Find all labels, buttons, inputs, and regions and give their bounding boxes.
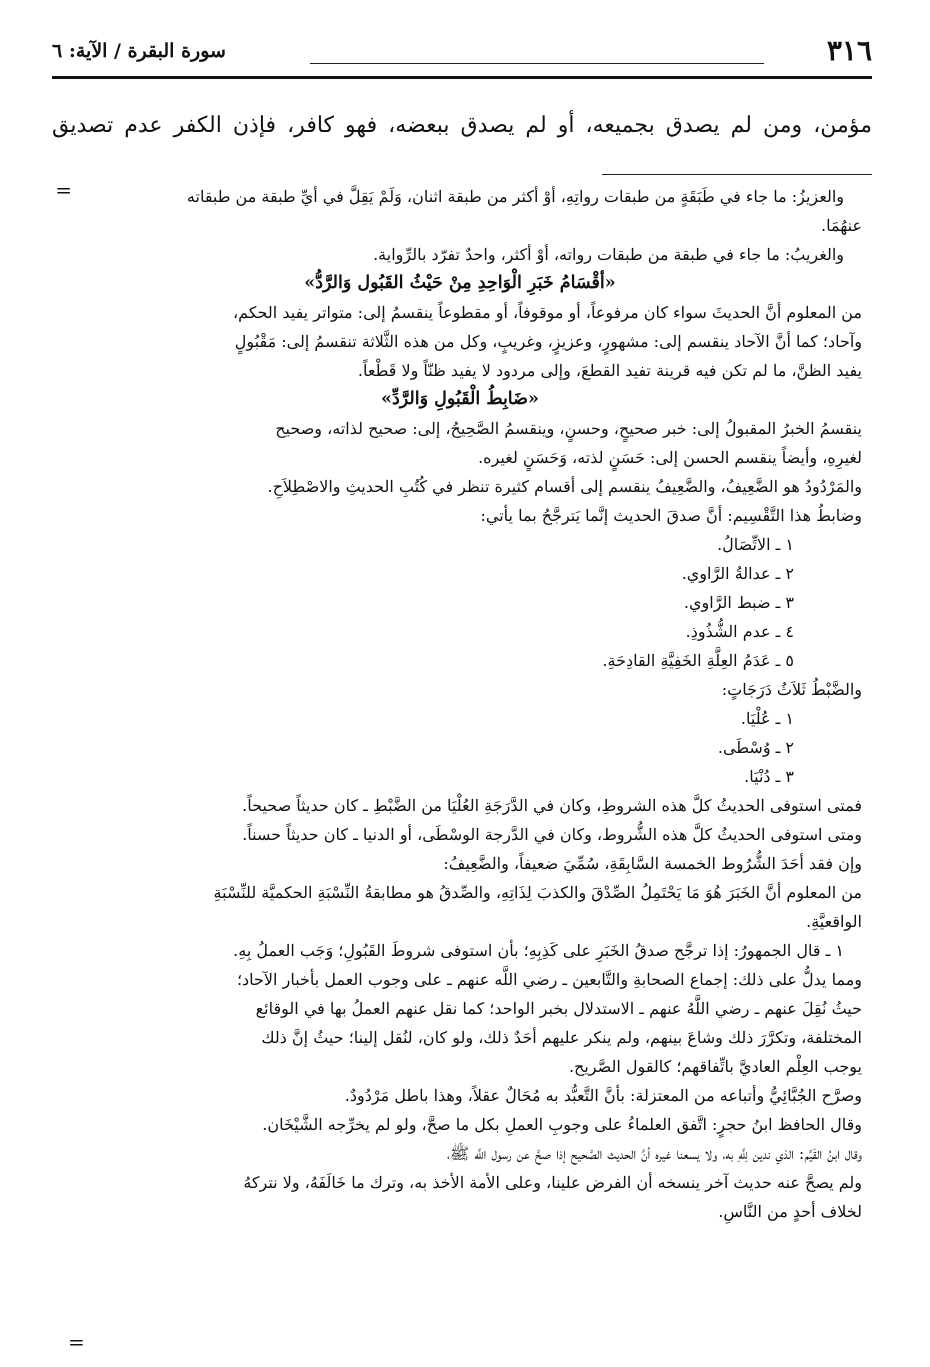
header-rule — [52, 76, 872, 79]
footnote-line: من المعلوم أنَّ الخَبَرَ هُوَ مَا يَحْتَمِلُ الصِّدْقَ والكذبَ لِذَاتِهِ، والصِّدقُ هو مطابقةُ النِّسْبَةِ الحكميَّة للنِّسْبَةِ — [213, 883, 862, 902]
footnote-continuation-marker-top: = — [55, 178, 72, 202]
footnote-line: ينقسمُ الخبرُ المقبولُ إلى: خبر صحيحٍ، وحسنٍ، وينقسمُ الصَّحِيحُ، إلى: صحيح لذاته، وصحيح — [275, 419, 862, 438]
footnote-line: والضَّبْطُ ثَلاَثُ دَرَجَاتٍ: — [721, 680, 862, 699]
footnote-line: لخلاف أحدٍ من النَّاسِ. — [718, 1202, 862, 1221]
page-header — [52, 30, 872, 70]
footnote-line: وقال ابنُ القَيِّم: الذي ندين لِلَّهِ به، ولا يسعنا غيره أنَّ الحديث الصَّحيح إذا صحَّ عن رسول اللَّه ﷺ، — [446, 1144, 862, 1163]
footnote-line: والمَرْدُودُ هو الضَّعِيفُ، والضَّعِيفُ ينقسم إلى أقسام كثيرة تنظر في كُتُبِ الحديثِ والاصْطِلاَحِ. — [267, 477, 862, 496]
condition-item: ٢ ـ عدالةُ الرَّاوي. — [681, 564, 794, 583]
footnote-line: المختلفة، وتكرَّرَ ذلك وشاعَ بينهم، ولم ينكر عليهم أحَدٌ ذلك، ولو كان، لنُقل إلينا؛ حيثُ إنَّ ذلك — [261, 1028, 862, 1047]
running-title: سورة البقرة / الآية: ٦ — [52, 40, 226, 62]
footnote-line: يفيد الظنَّ، ما لم تكن فيه قرينة تفيد القطعَ، وإلى مردود لا يفيد ظنّاً ولا قَطْعاً. — [357, 361, 862, 380]
footnote-line: وآحاد؛ كما أنَّ الآحاد ينقسم إلى: مشهورٍ، وعزيزٍ، وغريبٍ، وكل من هذه الثَّلاثة تنقسمُ إلى: مَقْبُولٍ — [234, 332, 862, 351]
footnote-line: يوجب العِلْم العاديَّ باتِّفاقهم؛ كالقول الصَّريح. — [568, 1057, 862, 1076]
degree-item: ١ ـ عُلْيَا. — [740, 709, 794, 728]
footnote-line: لغيرِهِ، وأيضاً ينقسم الحسن إلى: حَسَنٍ لذته، وَحَسَنٍ لغيره. — [478, 448, 862, 467]
footnote-line: وقال الحافظ ابنُ حجرٍ: اتَّفق العلماءُ على وجوبِ العملِ بكل ما صحَّ، ولو لم يخرِّجه الشَّيْخَان. — [262, 1115, 862, 1134]
degree-item: ٣ ـ دُنْيَا. — [744, 767, 794, 786]
condition-item: ٥ ـ عَدَمُ العِلَّةِ الخَفِيَّةِ القادِحَةِ. — [602, 651, 794, 670]
footnote-line: ولم يصحَّ عنه حديث آخر ينسخه أن الفرض علينا، وعلى الأمة الأخذ به، وترك ما خَالَفَهُ، ولا نتركهُ — [243, 1173, 862, 1192]
footnote-line: وإن فقد أحَدَ الشُّرُوط الخمسة السَّابِقَةِ، سُمِّيَ ضعيفاً، والضَّعِيفُ: — [443, 854, 862, 873]
footnote-line: الواقعيَّةِ. — [806, 912, 862, 931]
footnote-continuation-marker-bottom: = — [68, 1330, 85, 1354]
footnote-block — [58, 182, 862, 1226]
condition-item: ١ ـ الاتِّصَالُ. — [717, 535, 794, 554]
footnote-line: حيثُ نُقِلَ عنهم ـ رضي اللَّهُ عنهم ـ الاستدلال بخبر الواحد؛ كما نقل عنهم العملُ بها في الوقائع — [255, 999, 862, 1018]
footnote-line: وضابطُ هذا التَّقْسِيم: أنَّ صدقَ الحديث إنَّما يَترجَّحُ بما يأتي: — [480, 506, 862, 525]
footnote-separator — [602, 174, 872, 175]
footnote-line: ومتى استوفى الحديثُ كلَّ هذه الشُّروط، وكان في الدَّرجة الوسْطَى، أو الدنيا ـ كان حديثاً حسناً. — [242, 825, 862, 844]
header-line — [310, 63, 764, 64]
footnote-line: ١ ـ قال الجمهورُ: إذا ترجَّح صدقُ الخَبَرِ على كَذِبِهِ؛ بأن استوفى شروطَ القَبُولِ؛ وَجَب العملُ بِهِ. — [233, 941, 844, 960]
degree-item: ٢ ـ وُسْطَى. — [717, 738, 794, 757]
footnote-line: وصرَّح الجُبَّائِيُّ وأتباعه من المعتزلة: بأنَّ التَّعبُّد به مُحَالٌ عقلاً، وهذا باطل مَرْدُودٌ. — [344, 1086, 862, 1105]
footnote-line: ومما يدلُّ على ذلك: إجماع الصحابةِ والتَّابعين ـ رضي اللَّه عنهم ـ على وجوب العمل بأخبار الآحاد؛ — [236, 970, 862, 989]
footnote-line: عنهُمَا. — [821, 216, 862, 235]
footnote-line: والعزيزُ: ما جاء في طَبَقَةٍ من طبقات رواتِهِ، أوْ أكثر من طبقة اثنان، وَلَمْ يَقِلَّ في أيِّ طبقة من طبقاته — [186, 187, 844, 206]
footnote-line: والغريبُ: ما جاء في طبقة من طبقات رواته، أوْ أكثر، واحدٌ تفرّد بالرِّواية. — [373, 245, 844, 264]
footnote-line: فمتى استوفى الحديثُ كلَّ هذه الشروطِ، وكان في الدَّرَجَةِ العُلْيَا من الضَّبْطِ ـ كان حديثاً صحيحاً. — [242, 796, 862, 815]
section-heading: «أقْسَامُ خَبَرِ الْوَاحِدِ مِنْ حَيْثُ القَبُول وَالرَّدُّ» — [304, 273, 616, 293]
main-text-line: مؤمن، ومن لم يصدق بجميعه، أو لم يصدق ببعضه، فهو كافر، فإذن الكفر عدم تصديق — [52, 113, 872, 138]
condition-item: ٣ ـ ضبط الرَّاوي. — [683, 593, 794, 612]
page-number: ٣١٦ — [826, 34, 872, 67]
section-heading: «ضَابِطُ الْقَبُولِ وَالرَّدِّ» — [381, 389, 539, 409]
condition-item: ٤ ـ عدم الشُّذُوذِ. — [685, 622, 794, 641]
footnote-line: من المعلوم أنَّ الحديثَ سواء كان مرفوعاً، أو موقوفاً، أو مقطوعاً ينقسمُ إلى: متواتر يفيد الحكم، — [232, 303, 862, 322]
